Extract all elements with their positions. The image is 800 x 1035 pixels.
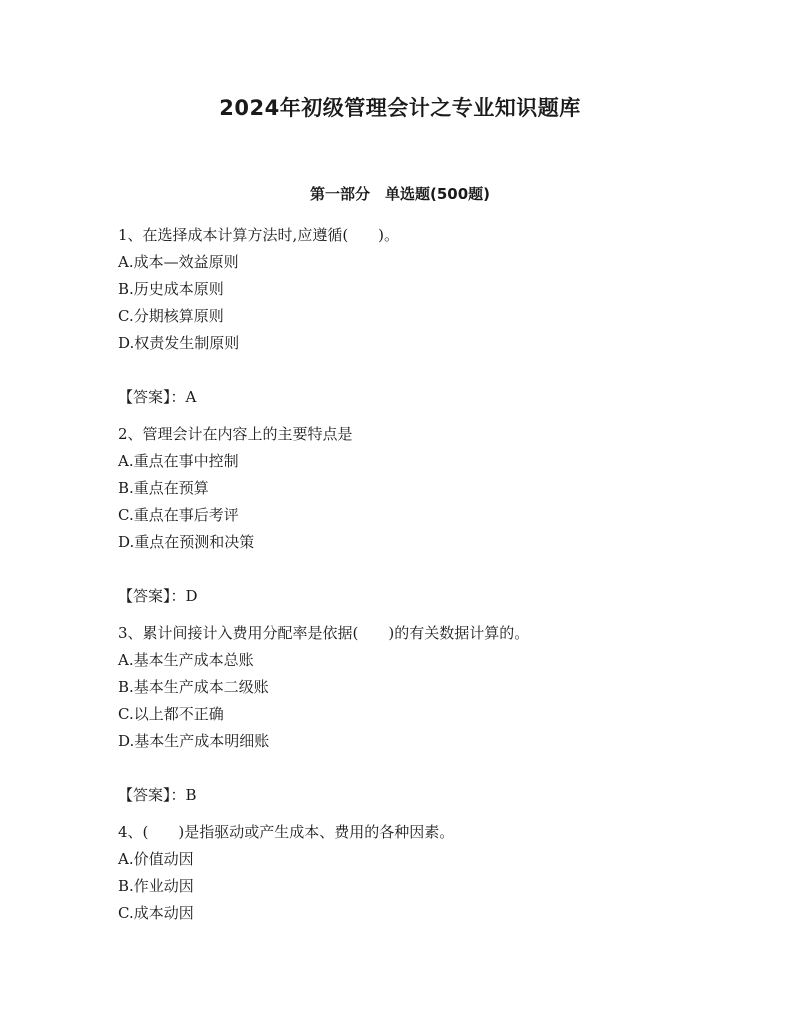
question-stem: 3、累计间接计入费用分配率是依据( )的有关数据计算的。 [118, 624, 530, 642]
section-title: 第一部分 单选题(500题) [309, 185, 491, 203]
answer-value: A [185, 388, 197, 406]
option-d: D.重点在预测和决策 [118, 533, 255, 551]
question-item [118, 819, 718, 927]
option-c: C.以上都不正确 [118, 705, 224, 723]
question-item [118, 620, 718, 819]
option-a: A.重点在事中控制 [118, 452, 239, 470]
document-title: 2024年初级管理会计之专业知识题库 [219, 96, 581, 120]
answer-prefix: 【答案】： [118, 786, 186, 804]
answer-line [118, 583, 718, 610]
answer-prefix: 【答案】： [118, 388, 186, 406]
option-c: C.重点在事后考评 [118, 506, 239, 524]
question-item [118, 222, 718, 421]
option-b: B.重点在预算 [118, 479, 209, 497]
answer-line [118, 782, 718, 809]
option-a: A.成本—效益原则 [118, 253, 239, 271]
answer-prefix: 【答案】： [118, 587, 186, 605]
option-d: D.基本生产成本明细账 [118, 732, 270, 750]
option-a: A.基本生产成本总账 [118, 651, 254, 669]
answer-value: D [185, 587, 198, 605]
question-stem: 2、管理会计在内容上的主要特点是 [118, 425, 353, 443]
option-d: D.权责发生制原则 [118, 334, 240, 352]
question-list [118, 222, 718, 927]
option-c: C.成本动因 [118, 904, 194, 922]
question-stem: 1、在选择成本计算方法时,应遵循( )。 [118, 226, 400, 244]
answer-line [118, 384, 718, 411]
option-b: B.作业动因 [118, 877, 194, 895]
option-b: B.基本生产成本二级账 [118, 678, 269, 696]
answer-value: B [185, 786, 197, 804]
question-stem: 4、( )是指驱动或产生成本、费用的各种因素。 [118, 823, 455, 841]
option-c: C.分期核算原则 [118, 307, 224, 325]
question-item [118, 421, 718, 620]
option-a: A.价值动因 [118, 850, 194, 868]
option-b: B.历史成本原则 [118, 280, 224, 298]
